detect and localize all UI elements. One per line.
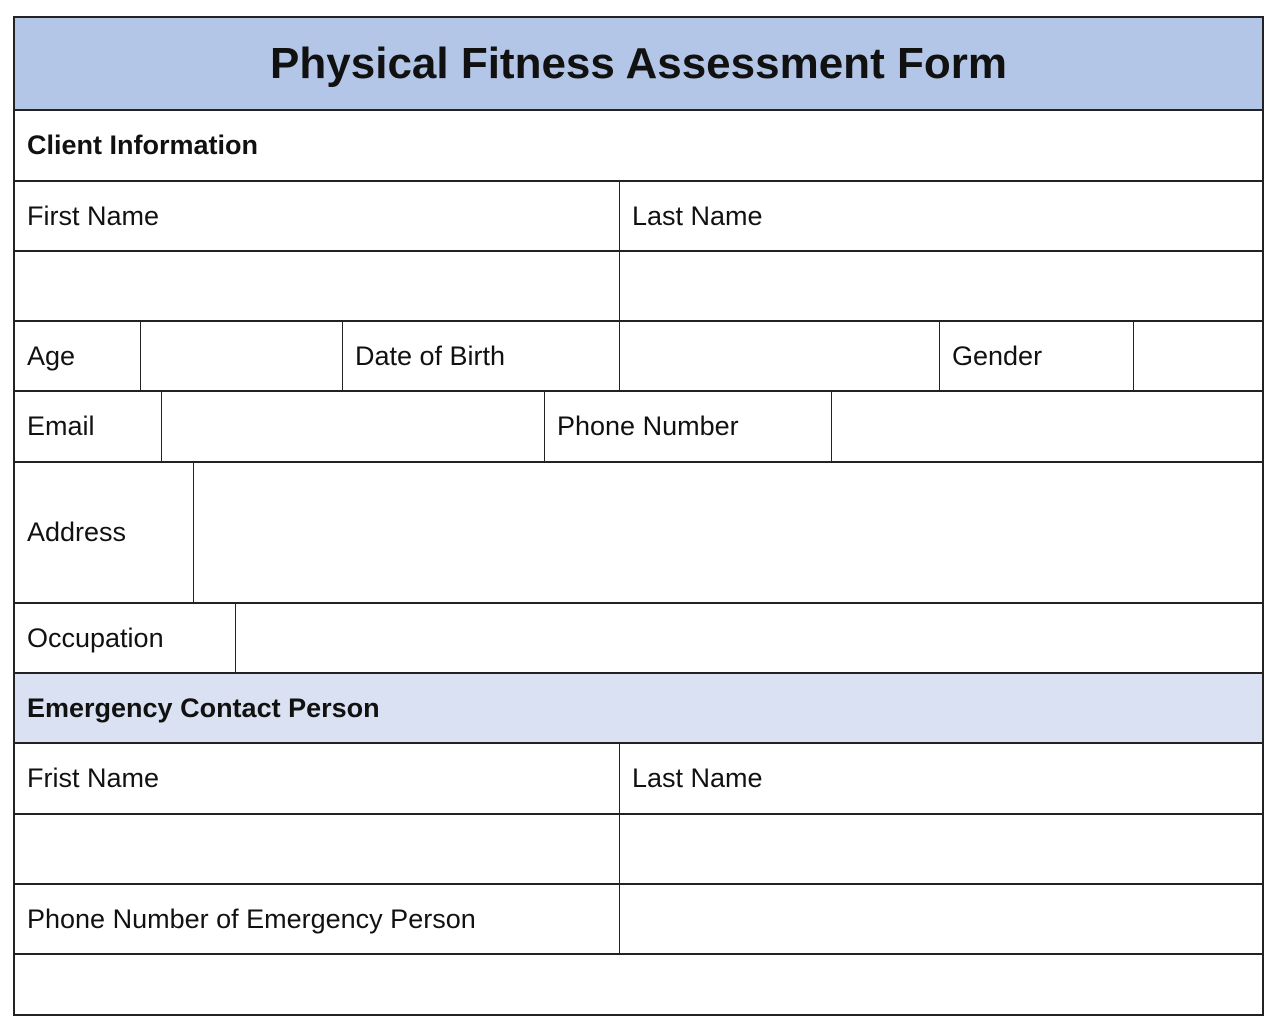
age-label: Age [15, 322, 141, 392]
age-field[interactable] [141, 322, 343, 392]
emergency-phone-label: Phone Number of Emergency Person [15, 885, 620, 955]
gender-field[interactable] [1134, 322, 1262, 392]
emergency-last-name-label: Last Name [620, 744, 1262, 815]
gender-label: Gender [940, 322, 1134, 392]
emergency-first-name-label: Frist Name [15, 744, 620, 815]
address-label: Address [15, 463, 194, 604]
first-name-field[interactable] [15, 252, 620, 322]
next-section-band [15, 955, 1262, 1015]
date-of-birth-field[interactable] [620, 322, 940, 392]
phone-number-label: Phone Number [545, 392, 832, 463]
first-name-label: First Name [15, 182, 620, 252]
occupation-field[interactable] [236, 604, 1262, 674]
address-field[interactable] [194, 463, 1262, 604]
occupation-label: Occupation [15, 604, 236, 674]
email-field[interactable] [162, 392, 545, 463]
emergency-first-name-field[interactable] [15, 815, 620, 885]
last-name-field[interactable] [620, 252, 1262, 322]
email-label: Email [15, 392, 162, 463]
phone-number-field[interactable] [832, 392, 1262, 463]
emergency-last-name-field[interactable] [620, 815, 1262, 885]
form-title: Physical Fitness Assessment Form [15, 18, 1262, 111]
emergency-phone-field[interactable] [620, 885, 1262, 955]
last-name-label: Last Name [620, 182, 1262, 252]
emergency-contact-heading: Emergency Contact Person [15, 674, 1262, 744]
date-of-birth-label: Date of Birth [343, 322, 620, 392]
fitness-assessment-form [13, 16, 1264, 1016]
client-information-heading: Client Information [15, 111, 1262, 182]
